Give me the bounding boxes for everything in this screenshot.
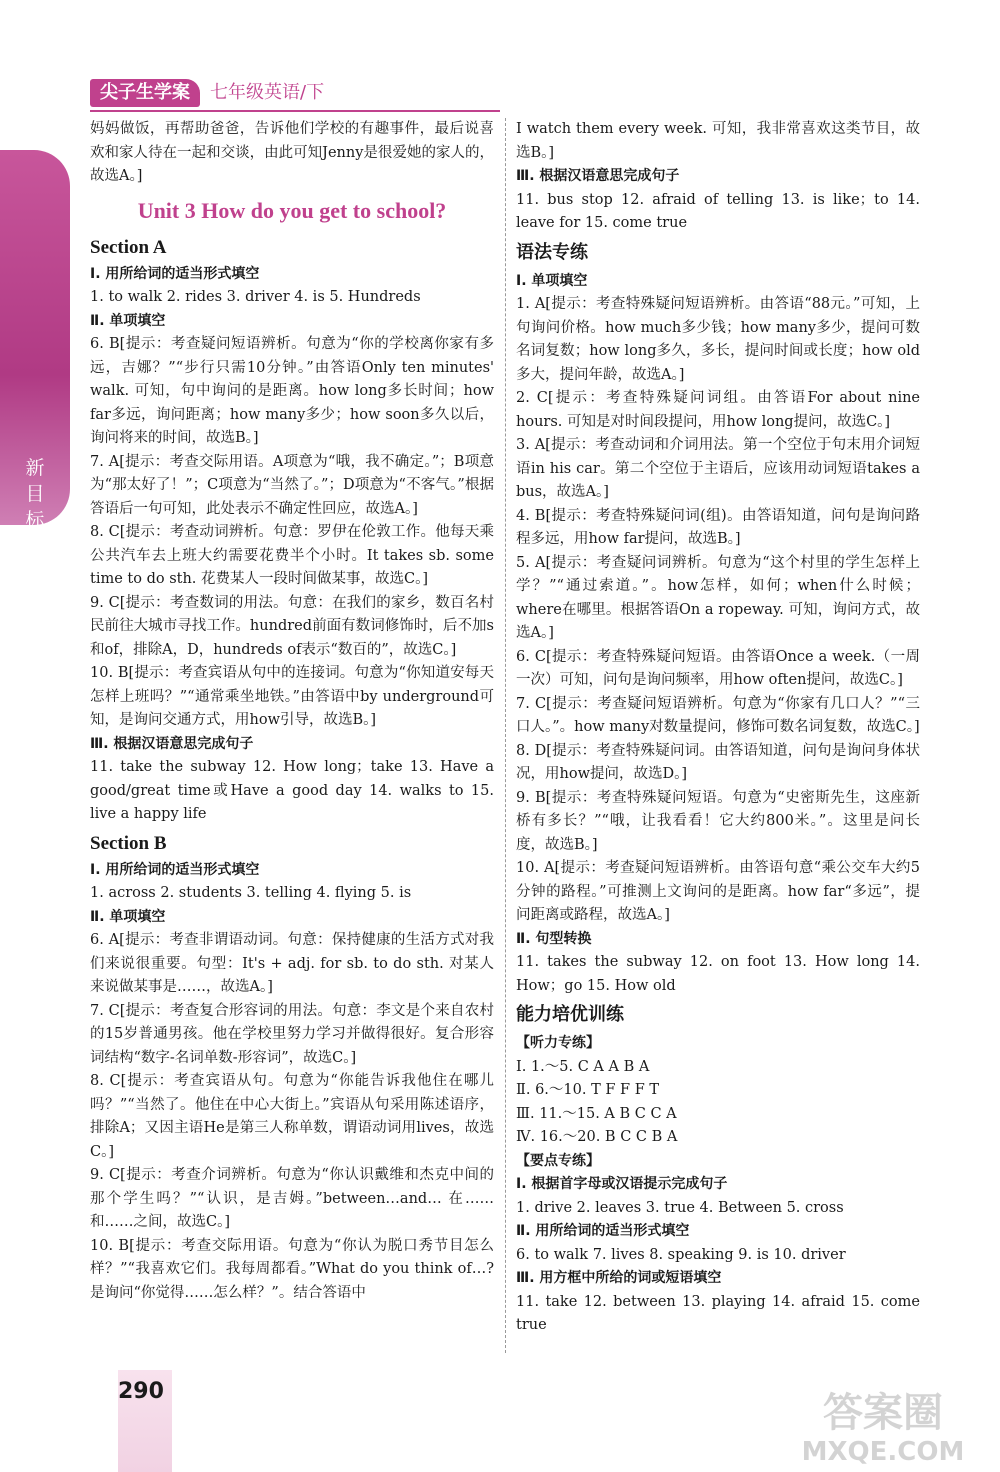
answer-item: 9. C[提示：考查介词辨析。句意为“你认识戴维和杰克中间的那个学生吗？”“认识，是吉姆。”between…and… 在……和……之间，故选C。] — [90, 1167, 494, 1230]
unit-title: Unit 3 How do you get to school? — [137, 197, 447, 223]
subsection-heading: Ⅱ. 单项填空 — [90, 908, 166, 925]
answer-item: 11. bus stop 12. afraid of telling 13. is like；to 14. leave for 15. come true — [516, 191, 920, 231]
section-title: Section B — [90, 832, 167, 854]
answer-item: I watch them every week. 可知，我非常喜欢这类节目，故选B。] — [516, 121, 920, 161]
answer-item: 6. to walk 7. lives 8. speaking 9. is 10. driver — [516, 1246, 846, 1263]
answer-item: 10. B[提示：考查宾语从句中的连接词。句意为“你知道安每天怎样上班吗？”“通常乘坐地铁。”由答语中by underground可知，是询问交通方式，用how引导，故选B。] — [90, 665, 494, 728]
subsection-heading: Ⅰ. 根据首字母或汉语提示完成句子 — [516, 1176, 728, 1192]
brand-label: 尖子生学案 — [90, 79, 200, 107]
page-number: 290 — [118, 1379, 164, 1404]
subsection-heading: Ⅱ. 句型转换 — [516, 930, 592, 947]
answer-item: 10. A[提示：考查疑问短语辨析。由答语句意“乘公交车大约5分钟的路程。”可推测上文询问的是距离。how far“多远”，提问距离或路程，故选A。] — [516, 860, 920, 923]
subsection-heading: Ⅲ. 根据汉语意思完成句子 — [90, 735, 254, 752]
answer-item: 11. takes the subway 12. on foot 13. How long 14. How；go 15. How old — [516, 954, 920, 994]
watermark-logo — [778, 1378, 988, 1468]
practice-heading: 能力培优训练 — [516, 1004, 624, 1025]
answer-item: 6. B[提示：考查疑问短语辨析。句意为“你的学校离你家有多远，吉娜？”“步行只需10分钟。”由答语Only ten minutes' walk. 可知，句中询问的是距离。how long多长时间；how far多远，询问距离；how many多少；how soon多久以后，询问将来的时间，故选B。] — [90, 336, 494, 446]
answer-item: 妈妈做饭，再帮助爸爸，告诉他们学校的有趣事件，最后说喜欢和家人待在一起和交谈，由此可知Jenny是很爱她的家人的，故选A。] — [90, 121, 494, 184]
subsection-heading: Ⅲ. 用方框中所给的词或短语填空 — [516, 1270, 722, 1286]
answer-item: 6. C[提示：考查特殊疑问短语。由答语Once a week.（一周一次）可知，问句是询问频率，用how often提问，故选C。] — [516, 648, 920, 688]
subsection-heading: Ⅰ. 用所给词的适当形式填空 — [90, 861, 260, 878]
subsection-heading: Ⅰ. 单项填空 — [516, 272, 588, 289]
answer-item: Ⅱ. 6.～10. T F F F T — [516, 1082, 660, 1098]
answer-item: 10. B[提示：考查交际用语。句意为“你认为脱口秀节目怎么样？”“我喜欢它们。我每周都看。”What do you think of…? 是询问“你觉得……怎么样？”。结合答语中 — [90, 1237, 494, 1301]
answer-item: 11. take 12. between 13. playing 14. afraid 15. come true — [516, 1293, 920, 1333]
subsection-heading: Ⅱ. 单项填空 — [90, 312, 166, 329]
answer-item: 7. C[提示：考查疑问短语辨析。句意为“你家有几口人？”“三口人。”。how many对数量提问，修饰可数名词复数，故选C。] — [516, 695, 920, 735]
watermark-bottom: MXQE.COM — [801, 1437, 965, 1467]
answer-item: 1. to walk 2. rides 3. driver 4. is 5. Hundreds — [90, 289, 421, 305]
answer-item: 5. A[提示：考查疑问词辨析。句意为“这个村里的学生怎样上学？”“通过索道。”。how怎样，如何；when什么时候；where在哪里。根据答语On a ropeway. 可知，询问方式，故选A。] — [516, 554, 920, 641]
answer-item: 1. drive 2. leaves 3. true 4. Between 5. cross — [516, 1199, 844, 1216]
answer-item: 4. B[提示：考查特殊疑问词(组)。由答语知道，问句是询问路程多远，用how far提问，故选B。] — [516, 507, 920, 547]
section-title: Section A — [90, 236, 167, 258]
right-column — [516, 118, 920, 1338]
bracket-heading: 【听力专练】 — [516, 1035, 600, 1051]
subsection-heading: Ⅱ. 用所给词的适当形式填空 — [516, 1223, 690, 1239]
answer-item: Ⅳ. 16.～20. B C C B A — [516, 1129, 678, 1145]
answer-item: 2. C[提示：考查特殊疑问词组。由答语For about nine hours. 可知是对时间段提问，用how long提问，故选C。] — [516, 390, 920, 430]
subsection-heading: Ⅲ. 根据汉语意思完成句子 — [516, 168, 680, 184]
side-tab — [0, 150, 70, 583]
answer-item: 9. C[提示：考查数词的用法。句意：在我们的家乡，数百名村民前往大城市寻找工作。hundred前面有数词修饰时，后不加s和of，排除A，D，hundreds of表示“数百的”，故选C。] — [90, 594, 494, 658]
watermark-top: 答案圈 — [823, 1390, 943, 1436]
answer-item: 9. B[提示：考查特殊疑问短语。句意为“史密斯先生，这座新桥有多长？”“哦，让我看看！它大约800米。”。这里是问长度，故选B。] — [516, 789, 920, 853]
practice-heading: 语法专练 — [516, 241, 588, 263]
page-header — [90, 78, 324, 108]
subsection-heading: Ⅰ. 用所给词的适当形式填空 — [90, 265, 260, 282]
header-rule — [90, 110, 500, 112]
answer-item: 8. D[提示：考查特殊疑问词。由答语知道，问句是询问身体状况，用how提问，故选D。] — [516, 742, 920, 782]
answer-item: 8. C[提示：考查动词辨析。句意：罗伊在伦敦工作。他每天乘公共汽车去上班大约需要花费半个小时。It takes sb. some time to do sth. 花费某人一段时间做某事，故选C。] — [90, 524, 494, 587]
answer-item: 8. C[提示：考查宾语从句。句意为“你能告诉我他住在哪儿吗？”“当然了。他住在中心大街上。”宾语从句采用陈述语序，排除A；又因主语He是第三人称单数，谓语动词用lives，故选C。] — [90, 1073, 494, 1160]
answer-item: 1. across 2. students 3. telling 4. flying 5. is — [90, 885, 412, 901]
answer-item: 6. A[提示：考查非谓语动词。句意：保持健康的生活方式对我们来说很重要。句型：It's + adj. for sb. to do sth. 对某人来说做某事是……，故选A。] — [90, 932, 494, 995]
answer-item: 7. C[提示：考查复合形容词的用法。句意：李文是个来自农村的15岁普通男孩。他在学校里努力学习并做得很好。复合形容词结构“数字-名词单数-形容词”，故选C。] — [90, 1002, 494, 1066]
answer-item: 1. A[提示：考查特殊疑问短语辨析。由答语“88元。”可知，上句询问价格。how much多少钱；how many多少，提问可数名词复数；how long多久，多长，提问时间或长度；how old多大，提问年龄，故选A。] — [516, 296, 920, 383]
answer-item: Ⅰ. 1.～5. C A A B A — [516, 1058, 650, 1075]
answer-item: Ⅲ. 11.～15. A B C C A — [516, 1105, 677, 1122]
bracket-heading: 【要点专练】 — [516, 1152, 600, 1169]
grade-label: 七年级英语/下 — [210, 82, 325, 104]
answer-item: 7. A[提示：考查交际用语。A项意为“哦，我不确定。”；B项意为“那太好了！”；C项意为“当然了。”；D项意为“不客气。”根据答语后一句可知，此处表示不确定性回应，故选A。] — [90, 453, 494, 517]
answer-item: 3. A[提示：考查动词和介词用法。第一个空位于句末用介词短语in his car。第二个空位于主语后，应该用动词短语takes a bus，故选A。] — [516, 437, 920, 500]
column-divider — [505, 118, 506, 1353]
side-tab-label: 新 目 标 · 人 — [25, 457, 45, 583]
answer-item: 11. take the subway 12. How long；take 13. Have a good/great time或Have a good day 14. walks to 15. live a happy life — [90, 759, 494, 822]
left-column — [90, 118, 494, 1305]
